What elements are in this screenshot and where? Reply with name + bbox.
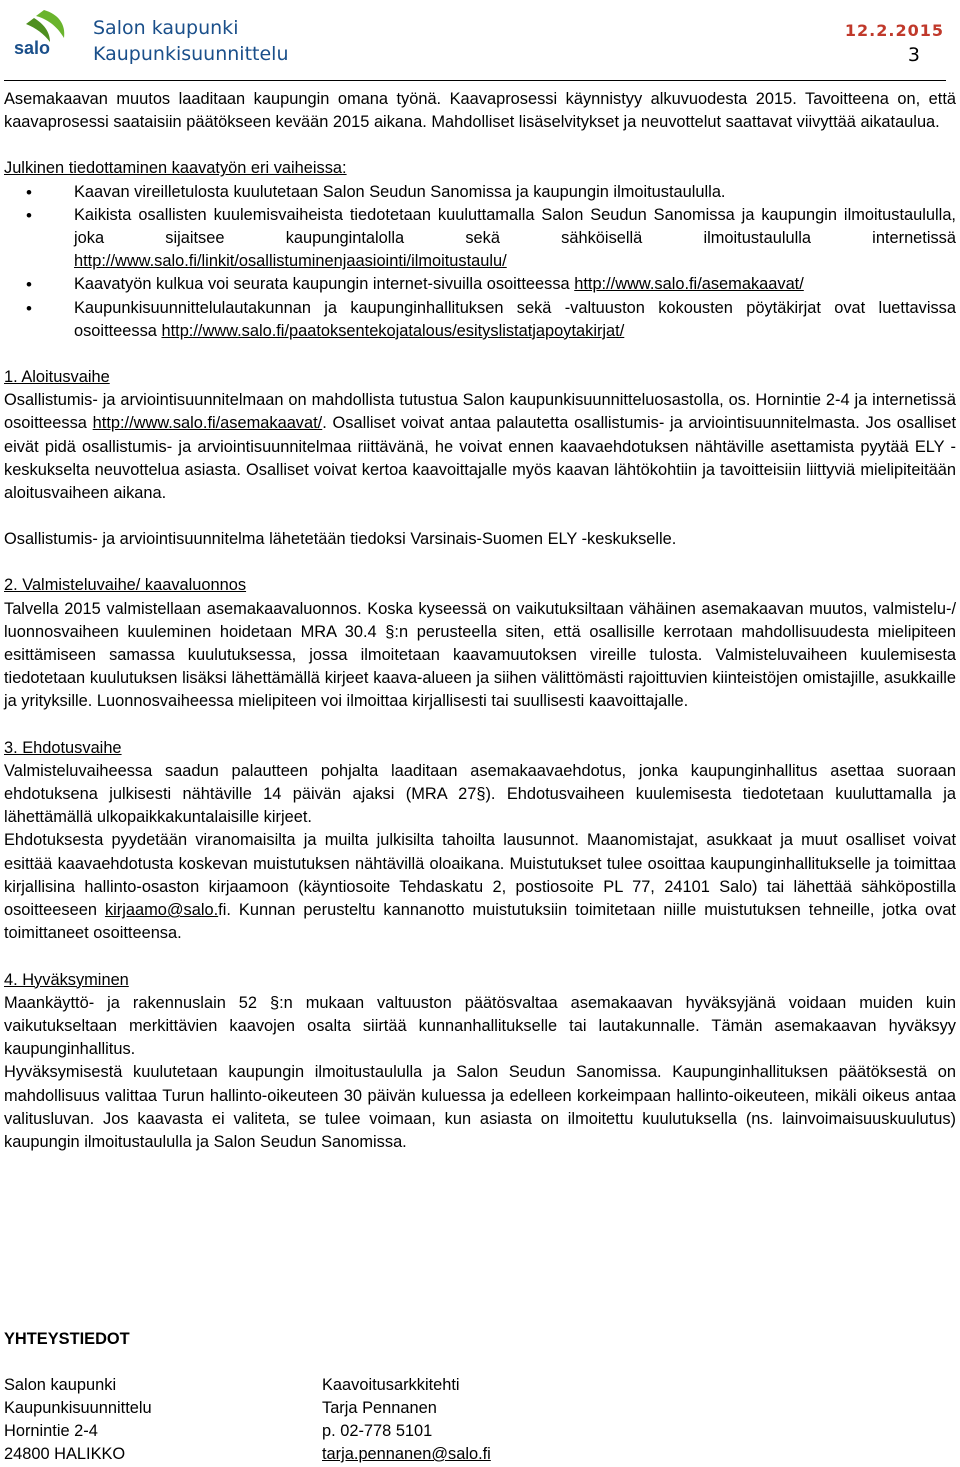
logo-text: salo (14, 38, 51, 58)
bullet-text: Kaupunkisuunnittelulautakunnan ja kaupunginhallituksen sekä -valtuuston kokousten pöytäkirjat ovat luettavissa osoitteessa (74, 298, 956, 340)
list-item (4, 297, 956, 343)
salo-logo (14, 8, 70, 58)
section-1-paragraph-2: Osallistumis- ja arviointisuunnitelma lähetetään tiedoksi Varsinais-Suomen ELY -keskukselle. (4, 530, 677, 549)
contact-line: p. 02-778 5101 (322, 1422, 433, 1440)
paragraph-text: Osallistumis- ja arviointisuunnitelmaan on mahdollista tutustua Salon kaupunkisuunnitteluosastolla, os. Hornintie 2-4 ja internetissä osoitteessa (4, 391, 956, 433)
section-3-heading-text: 3. Ehdotusvaihe (4, 738, 122, 757)
registry-email-link[interactable]: kirjaamo@salo. (104, 901, 219, 920)
list-item (4, 273, 956, 296)
contact-heading: YHTEYSTIEDOT (4, 1330, 130, 1348)
paragraph-text: fi. Kunnan perusteltu kannanotto muistutuksiin toimitetaan niille muistutuksen tehneille, jotka ovat toimittaneet osoitteensa. (4, 901, 956, 943)
section-3-paragraph-2 (4, 829, 956, 945)
bulletin-board-link[interactable]: http://www.salo.fi/linkit/osallistuminenjaasiointi/ilmoitustaulu/ (74, 252, 507, 271)
list-item (4, 204, 956, 274)
header-divider (4, 80, 946, 81)
intro-paragraph: Asemakaavan muutos laaditaan kaupungin omana työnä. Kaavaprosessi käynnistyy alkuvuodesta 2015. Tavoitteena on, että kaavaprosessi saataisiin päätökseen kevään 2015 aikana. Mahdolliset lisäselvitykset ja neuvottelut saattavat viivyttää aikataulua. (4, 90, 956, 132)
page-number: 3 (907, 44, 920, 66)
section-2-heading (4, 574, 956, 597)
public-info-heading-text: Julkinen tiedottaminen kaavatyön eri vaiheissa: (4, 159, 347, 178)
header-date: 12.2.2015 (844, 21, 944, 40)
zoning-plans-link[interactable]: http://www.salo.fi/asemakaavat/ (574, 275, 804, 294)
contact-line: Salon kaupunki (4, 1376, 117, 1394)
bullet-text: Kaikista osallisten kuulemisvaiheista tiedotetaan kuuluttamalla Salon Seudun Sanomissa ja kaupungin ilmoitustaululla, joka sijaitsee kaupungintalolla sekä sähköisellä ilmoitustaululla internetissä (74, 205, 956, 248)
section-2-heading-text: 2. Valmisteluvaihe/ kaavaluonnos (4, 576, 247, 595)
contact-email-link[interactable]: tarja.pennanen@salo.fi (322, 1445, 491, 1463)
list-item (4, 181, 956, 204)
contact-right-column (322, 1374, 652, 1466)
contact-line: Tarja Pennanen (322, 1399, 437, 1417)
section-3-paragraph: Valmisteluvaiheessa saadun palautteen pohjalta laaditaan asemakaavaehdotus, jonka kaupunginhallitus asettaa suoraan ehdotuksena julkisesti nähtäville 14 päivän ajaksi (MRA 27§). Ehdotusvaiheen kuulemisesta tiedotetaan kuuluttamalla ja lähettämällä ulkopaikkakuntalaisille kirjeet. (4, 761, 956, 827)
paragraph-text: . Osalliset voivat antaa palautetta osallistumis- ja arviointisuunnitelmasta. Jos osalliset eivät pidä osallistumis- ja arviointisuunnitelmaa riittävänä, he voivat ennen kaavaehdotuksen nähtäville asettamista pyytää ELY -keskukselta neuvottelua asiasta. Osalliset voivat kertoa kaavoittajalle myös kaavan lähtökohtiin ja tavoitteisiin liittyviä mielipiteitään aloitusvaiheen aikana. (4, 414, 957, 503)
bullet-text: Kaavatyön kulkua voi seurata kaupungin internet-sivuilla osoitteessa (74, 275, 575, 294)
section-1-heading (4, 366, 956, 389)
contact-left-column (4, 1374, 334, 1466)
public-info-heading (4, 157, 956, 180)
contact-line: Kaupunkisuunnittelu (4, 1399, 152, 1417)
contact-line: Hornintie 2-4 (4, 1422, 98, 1440)
public-info-list (4, 181, 956, 343)
section-4-heading (4, 969, 956, 992)
header-department: Kaupunkisuunnittelu (93, 43, 289, 65)
section-3-heading (4, 737, 956, 760)
contact-line: Kaavoitusarkkitehti (322, 1376, 460, 1394)
paragraph-text: Ehdotuksesta pyydetään viranomaisilta ja muilta julkisilta tahoilta lausunnot. Maanomistajat, asukkaat ja muut osalliset voivat esittää kaavaehdotusta koskevan muistutuksen nähtävillä oloaikana. Muistutukset tulee osoittaa kaupunginhallitukselle ja toimittaa kirjallisina hallinto-osaston kirjaamoon (käyntiosoite Tehdaskatu 2, postiosoite PL 77, 24101 Salo) tai lähettää sähköpostilla osoitteeseen (4, 831, 956, 920)
contact-line: 24800 HALIKKO (4, 1445, 126, 1463)
section-4-paragraph: Maankäyttö- ja rakennuslain 52 §:n mukaan valtuuston päätösvaltaa asemakaavan hyväksyjänä voidaan muiden kuin vaikutukseltaan merkittävien kaavojen osalta siirtää kunnanhallitukselle tai lautakunnalle. Tämän asemakaavan hyväksyy kaupunginhallitus. (4, 993, 956, 1059)
contact-section (4, 1328, 491, 1463)
document-body (4, 88, 956, 1154)
minutes-link[interactable]: http://www.salo.fi/paatoksentekojatalous/esityslistatjapoytakirjat/ (161, 321, 625, 340)
header-organization: Salon kaupunki (93, 17, 239, 39)
section-1-paragraph (4, 389, 956, 505)
section-2-paragraph: Talvella 2015 valmistellaan asemakaavaluonnos. Koska kyseessä on vaikutuksiltaan vähäinen asemakaavan muutos, valmistelu-/ luonnosvaiheen kuuleminen hoidetaan MRA 30.4 §:n perusteella siten, että osallisille kerrotaan mahdollisuudesta mielipiteen esittämiseen samassa kuulutuksessa, jossa ilmoitetaan kaavamuutoksen vireille tulosta. Valmisteluvaiheen kuulemisesta tiedotetaan kuulutuksen lisäksi lähettämällä kirjeet kaava-alueen ja siihen välittömästi rajoittuvien kiinteistöjen omistajille, asukkaille ja yrityksille. Luonnosvaiheessa mielipiteen voi ilmoittaa kirjallisesti tai suullisesti kaavoittajalle. (4, 599, 956, 711)
zoning-plans-link[interactable]: http://www.salo.fi/asemakaavat/ (92, 414, 323, 433)
section-1-heading-text: 1. Aloitusvaihe (4, 368, 110, 387)
section-4-paragraph-2: Hyväksymisestä kuulutetaan kaupungin ilmoitustaululla ja Salon Seudun Sanomissa. Kaupunginhallituksen päätöksestä on mahdollisuus valittaa Turun hallinto-oikeuteen 30 päivän kuluessa ja edelleen korkeimpaan hallinto-oikeuteen, mikäli oikeus antaa valitusluvan. Jos kaavasta ei valiteta, se tulee voimaan, kun asiasta on ilmoitettu kuulutuksella (ns. lainvoimaisuuskuulutus) kaupungin ilmoitustaululla ja Salon Seudun Sanomissa. (4, 1063, 956, 1151)
bullet-text: Kaavan vireilletulosta kuulutetaan Salon Seudun Sanomissa ja kaupungin ilmoitustaululla. (74, 182, 726, 201)
section-4-heading-text: 4. Hyväksyminen (4, 970, 129, 989)
